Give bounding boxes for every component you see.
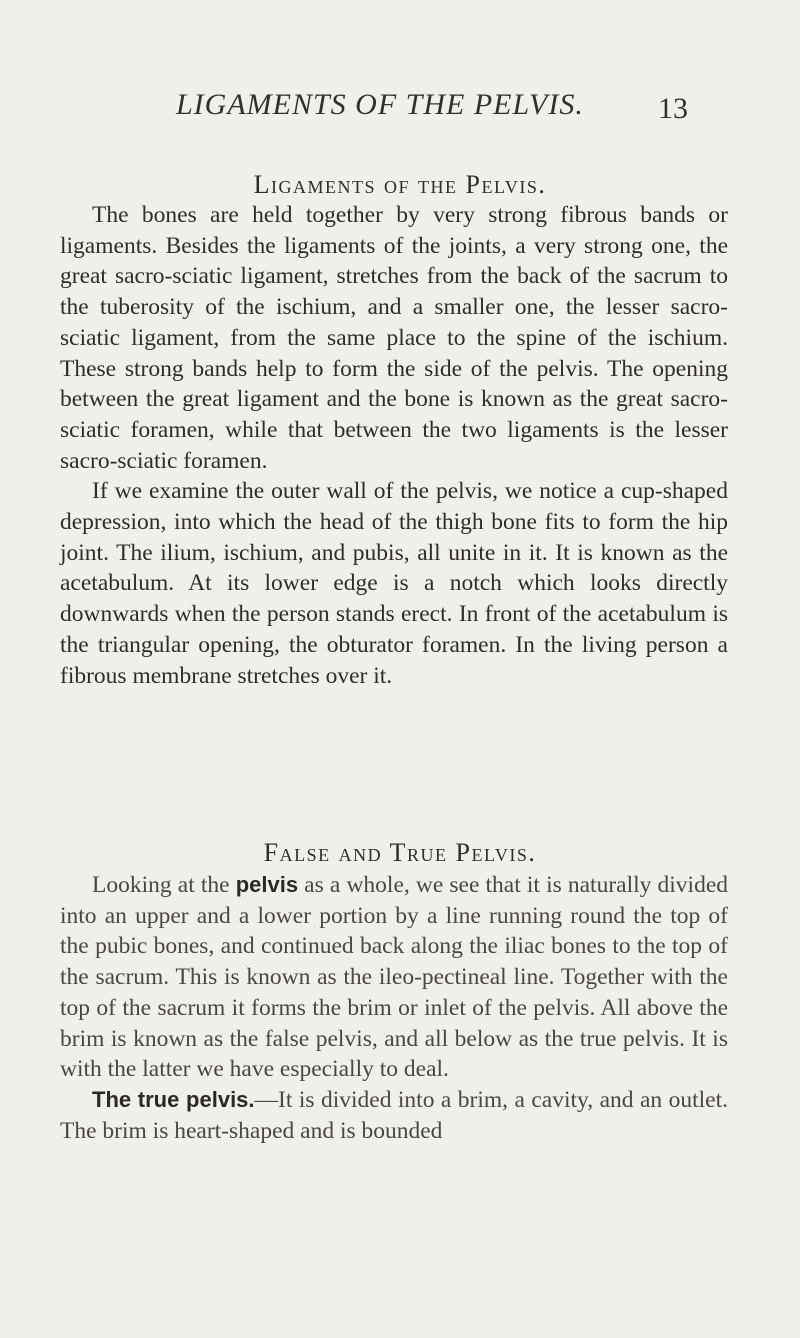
paragraph-pelvis-whole <box>60 870 728 1085</box>
page-number: 13 <box>658 92 688 125</box>
keyword-pelvis: pelvis <box>235 872 299 897</box>
keyword-true-pelvis: The true pelvis. <box>92 1086 255 1112</box>
section-heading-false-true-pelvis: False and True Pelvis. <box>263 838 537 867</box>
text-run: Looking at the <box>92 872 236 898</box>
running-header: LIGAMENTS OF THE PELVIS. <box>176 88 584 121</box>
section-body-ligaments <box>60 200 728 691</box>
text-run: —It is divided into a brim, a cavity, and an outlet. The brim is heart-shaped and is bounded <box>60 1086 728 1144</box>
paragraph-ligaments: The bones are held together by very strong fibrous bands or ligaments. Besides the ligaments of the joints, a very strong one, the great sacro-sciatic ligament, stretches from the back of the sacrum to the tuberosity of the ischium, and a smaller one, the lesser sacro-sciatic ligament, from the same place to the spine of the ischium. These strong bands help to form the side of the pelvis. The opening between the great ligament and the bone is known as the great sacro-sciatic foramen, while that between the two ligaments is the lesser sacro-sciatic foramen. <box>60 202 728 474</box>
paragraph-true-pelvis <box>60 1085 728 1146</box>
text-run: as a whole, we see that it is naturally divided into an upper and a lower portion by a line running round the top of the pubic bones, and continued back along the iliac bones to the top of the sacrum. This is known as the ileo-pectineal line. Together with the top of the sacrum it forms the brim or inlet of the pelvis. All above the brim is known as the false pelvis, and all below as the true pelvis. It is with the latter we have especially to deal. <box>60 872 729 1083</box>
section-heading-ligaments: Ligaments of the Pelvis. <box>253 170 547 199</box>
section-body-false-true-pelvis <box>60 870 728 1146</box>
paragraph-acetabulum: If we examine the outer wall of the pelvis, we notice a cup-shaped depression, into which the head of the thigh bone fits to form the hip joint. The ilium, ischium, and pubis, all unite in it. It is known as the acetabulum. At its lower edge is a notch which looks directly downwards when the person stands erect. In front of the acetabulum is the triangular opening, the obturator foramen. In the living person a fibrous membrane stretches over it. <box>60 478 728 689</box>
